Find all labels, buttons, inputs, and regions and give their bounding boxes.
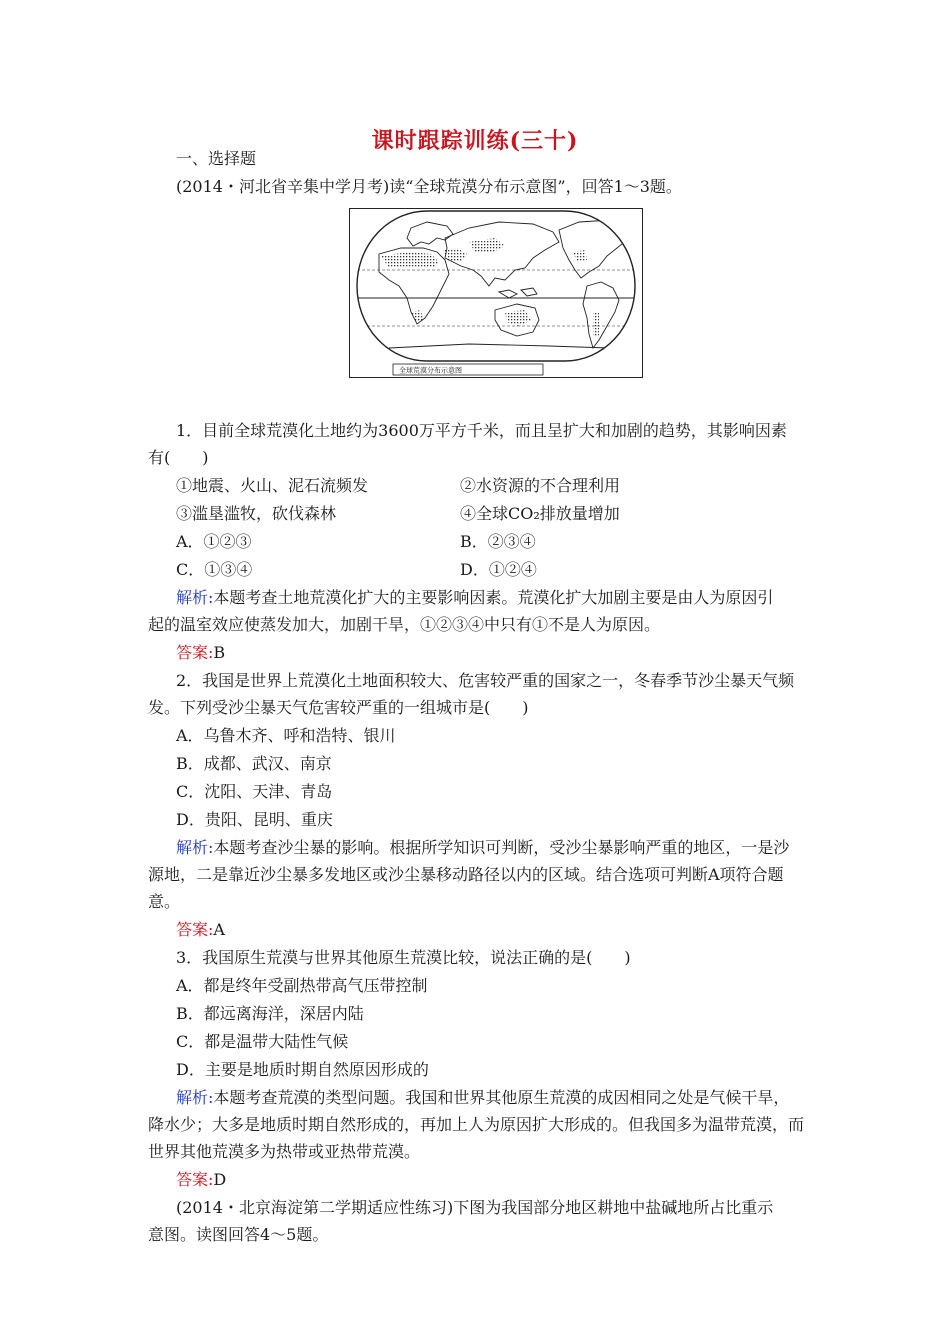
intro-text-2-line2: 意图。读图回答4～5题。 [148,1225,329,1244]
q2-choice-b: B．成都、武汉、南京 [176,754,332,773]
q1-stem-line2: 有( ) [148,448,209,467]
q3-stem-line1: 3．我国原生荒漠与世界其他原生荒漠比较，说法正确的是( ) [176,948,631,967]
q3-answer-label: 答案: [176,1170,214,1189]
q1-answer-value: B [213,643,226,662]
q1-analysis-line2: 起的温室效应使蒸发加大，加剧干旱，①②③④中只有①不是人为原因。 [148,615,661,634]
q2-analysis-text1: 本题考查沙尘暴的影响。根据所学知识可判断，受沙尘暴影响严重的地区，一是沙 [213,838,790,857]
q1-option-1: ①地震、火山、泥石流频发 [176,476,369,495]
q1-answer-label: 答案: [176,643,214,662]
q2-answer [176,919,225,941]
q3-choice-d: D．主要是地质时期自然原因形成的 [176,1060,429,1079]
q2-choice-a: A．乌鲁木齐、呼和浩特、银川 [176,726,396,745]
q2-stem-line1: 2．我国是世界上荒漠化土地面积较大、危害较严重的国家之一，冬春季节沙尘暴天气频 [176,671,795,690]
q1-option-3: ③滥垦滥牧，砍伐森林 [176,504,337,523]
q2-answer-label: 答案: [176,920,214,939]
q3-answer [176,1169,226,1191]
q2-stem-line2: 发。下列受沙尘暴天气危害较严重的一组城市是( ) [148,698,529,717]
page-title: 课时跟踪训练(三十) [371,128,579,154]
q1-analysis-line1 [176,587,773,609]
q3-analysis-line3: 世界其他荒漠多为热带或亚热带荒漠。 [148,1142,421,1161]
q2-analysis-label: 解析: [176,838,214,857]
q1-choice-d: D．①②④ [460,560,537,579]
q3-choice-c: C．都是温带大陆性气候 [176,1032,349,1051]
q2-choice-c: C．沈阳、天津、青岛 [176,782,333,801]
q3-answer-value: D [213,1170,227,1189]
section-heading: 一、选择题 [176,149,257,168]
q2-analysis-line1 [176,837,789,859]
q3-analysis-label: 解析: [176,1088,214,1107]
q3-analysis-line1 [176,1087,789,1109]
q1-analysis-text1: 本题考查土地荒漠化扩大的主要影响因素。荒漠化扩大加剧主要是由人为原因引 [213,588,774,607]
q3-analysis-text1: 本题考查荒漠的类型问题。我国和世界其他原生荒漠的成因相同之处是气候干旱， [213,1088,790,1107]
intro-text-2-line1: (2014・北京海淀第二学期适应性练习)下图为我国部分地区耕地中盐碱地所占比重示 [176,1198,774,1217]
q2-analysis-line2: 源地，二是靠近沙尘暴多发地区或沙尘暴移动路径以内的区域。结合选项可判断A项符合题 [148,865,784,884]
map-caption: 全球荒漠分布示意图 [399,366,462,375]
q2-choice-d: D．贵阳、昆明、重庆 [176,810,333,829]
q1-choice-c: C．①③④ [176,560,253,579]
q1-option-4: ④全球CO₂排放量增加 [460,504,620,523]
q1-choice-b: B．②③④ [460,532,536,551]
world-desert-map [349,208,643,378]
q1-choice-a: A．①②③ [176,532,252,551]
q3-choice-b: B．都远离海洋，深居内陆 [176,1004,364,1023]
q1-answer [176,642,225,664]
q3-choice-a: A．都是终年受副热带高气压带控制 [176,976,428,995]
q2-analysis-line3: 意。 [148,892,181,911]
q1-stem-line1: 1．目前全球荒漠化土地约为3600万平方千米，而且呈扩大和加剧的趋势，其影响因素 [176,421,787,440]
q3-analysis-line2: 降水少；大多是地质时期自然形成的，再加上人为原因扩大形成的。但我国多为温带荒漠，而 [148,1115,805,1134]
intro-text-1: (2014・河北省辛集中学月考)读“全球荒漠分布示意图”，回答1～3题。 [176,177,682,196]
q1-option-2: ②水资源的不合理利用 [460,476,621,495]
q1-analysis-label: 解析: [176,588,214,607]
q2-answer-value: A [213,920,225,939]
